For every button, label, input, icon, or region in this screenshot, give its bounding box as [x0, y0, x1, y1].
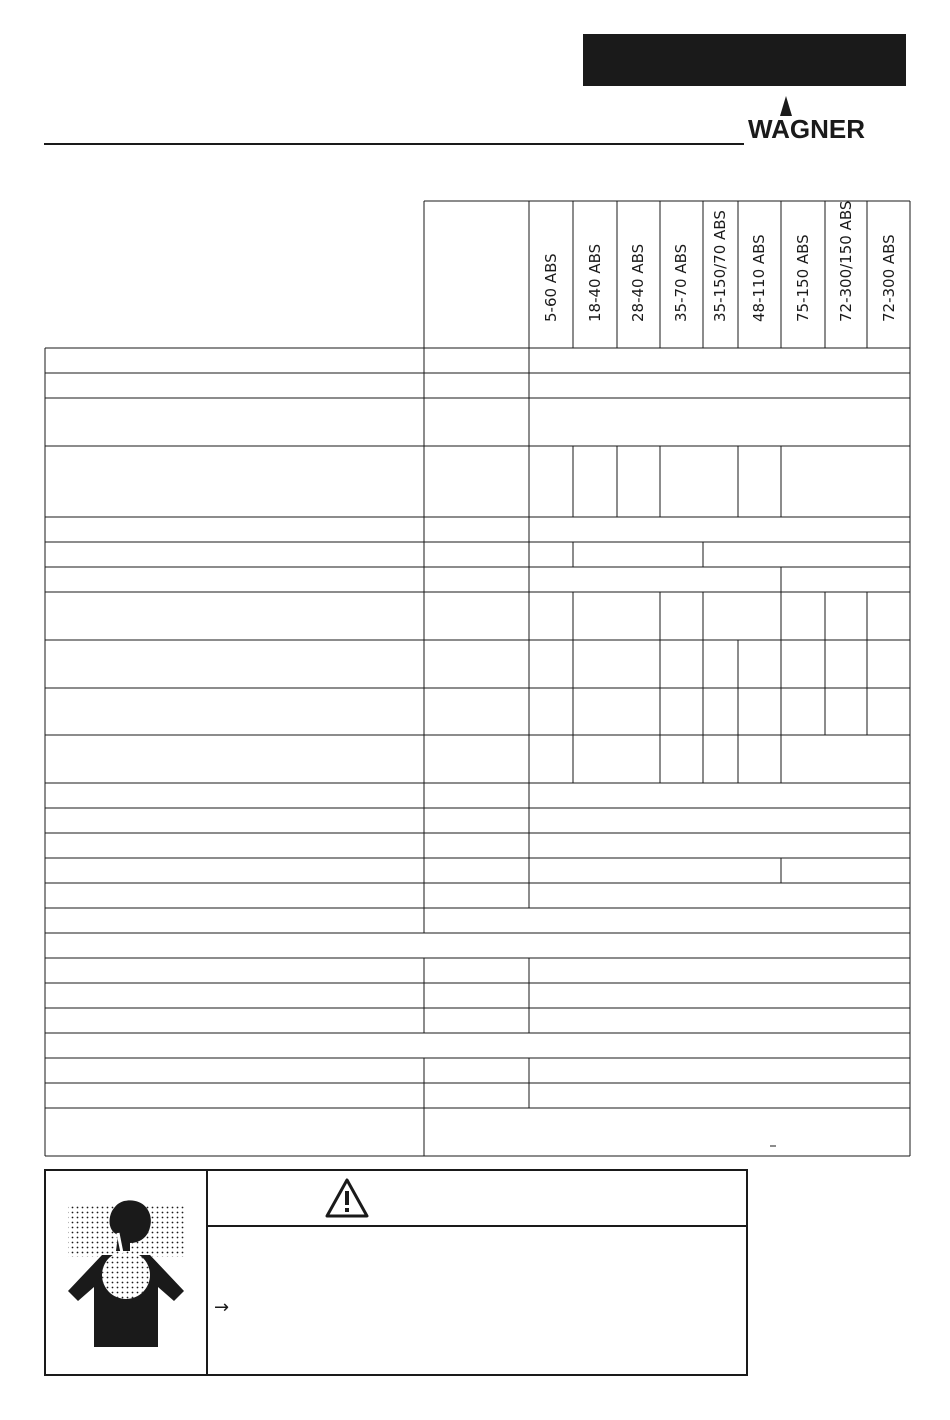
column-header	[869, 200, 909, 340]
column-header-label: 48-110 ABS	[750, 234, 768, 322]
bullet-arrow-icon: →	[214, 1297, 230, 1318]
warning-box	[44, 1169, 748, 1376]
column-header-label: 72-300 ABS	[880, 234, 898, 322]
column-header-label: 35-70 ABS	[672, 243, 690, 322]
column-header	[575, 200, 615, 340]
column-header	[700, 200, 740, 340]
column-header	[783, 200, 823, 340]
column-header	[739, 200, 779, 340]
logo-wordmark: WAGNER	[748, 114, 865, 144]
column-header	[826, 200, 866, 340]
respiratory-hazard-icon	[46, 1171, 208, 1374]
column-header-label: 35-150/70 ABS	[711, 210, 729, 322]
column-header-label: 5-60 ABS	[542, 253, 560, 322]
column-header	[531, 200, 571, 340]
column-header	[661, 200, 701, 340]
column-header-label: 75-150 ABS	[794, 234, 812, 322]
warning-header	[208, 1171, 746, 1227]
column-header-label: 18-40 ABS	[586, 243, 604, 322]
column-header	[618, 200, 658, 340]
respiratory-hazard-pictogram	[46, 1171, 206, 1374]
column-header-label: 72-300/150 ABS	[837, 200, 855, 322]
column-header-label: 28-40 ABS	[629, 243, 647, 322]
warning-triangle-icon	[324, 1177, 370, 1219]
